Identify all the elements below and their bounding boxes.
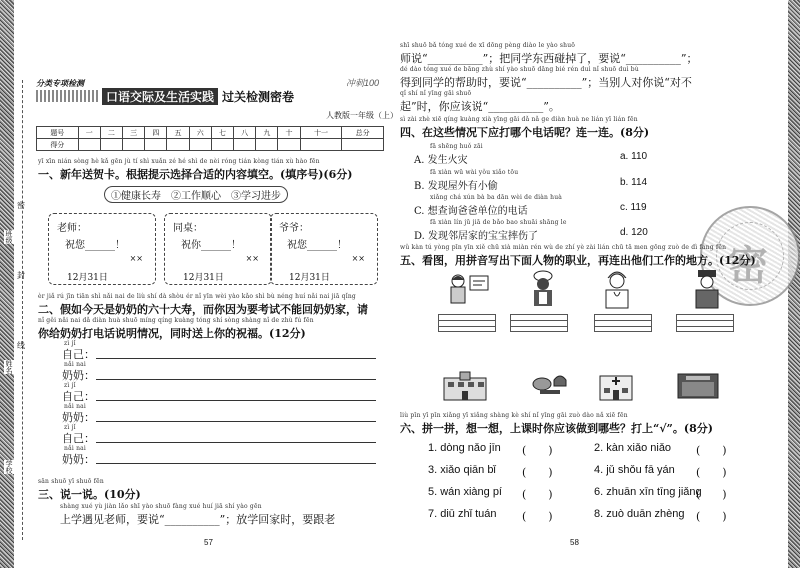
score-header-cell: 十一: [300, 127, 342, 139]
q3-cont-pinyin-1: shī shuō bǎ tóng xué de xī dōng pèng diào le yào shuō: [400, 42, 576, 49]
q6-check-box[interactable]: ( ): [696, 466, 727, 479]
q3-cont-text-2: 得到同学的帮助时，要说“__________”；当别人对你说“对不: [400, 76, 692, 89]
q6-check-box[interactable]: ( ): [696, 444, 727, 457]
binding-label-school: 学校: [5, 460, 13, 474]
score-row-label: 得分: [37, 139, 79, 151]
title-ornament: [36, 90, 98, 102]
career-pinyin-box-3[interactable]: [594, 314, 652, 332]
score-cell[interactable]: [342, 139, 384, 151]
q6-option: 4. jǔ shǒu fā yán: [594, 464, 675, 476]
dialog-answer-line[interactable]: [96, 442, 376, 443]
q6-option: 6. zhuān xīn tīng jiǎng: [594, 486, 702, 498]
q4-heading: 四、在这些情况下应打哪个电话呢？连一连。(8分): [400, 126, 650, 139]
q3-line-pinyin: shàng xué yù jiàn lǎo shī yào shuō fàng xué huí jiā shí yào gēn: [60, 503, 262, 510]
binding-strip-left: [0, 0, 14, 568]
dialog-speaker-grandma: 奶奶：: [62, 411, 95, 424]
card-wish-blank[interactable]: 祝您______！: [65, 240, 125, 251]
score-header-cell: 八: [234, 127, 256, 139]
page-title-rest: 过关检测密卷: [222, 90, 295, 104]
q3-heading: 三、说一说。(10分): [38, 488, 141, 501]
q6-heading: 六、拼一拼，想一想，上课时你应该做到哪些？打上“√”。(8分): [400, 422, 713, 435]
edition-label: 人教版一年级（上）: [326, 111, 398, 120]
chef-icon: [526, 270, 560, 308]
score-cell[interactable]: [78, 139, 100, 151]
dialog-speaker-pinyin: zì jǐ: [64, 382, 76, 389]
q6-option: 5. wán xiàng pí: [428, 486, 502, 498]
card-wish-blank[interactable]: 祝你______！: [181, 240, 241, 251]
q2-heading-2: 你给奶奶打电话说明情况，同时送上你的祝福。(12分): [38, 327, 306, 340]
q4-item-pinyin: fā xiàn wū wài yǒu xiǎo tōu: [430, 169, 519, 176]
dialog-speaker-pinyin: zì jǐ: [64, 424, 76, 431]
dialog-speaker-pinyin: nǎi nai: [64, 445, 87, 452]
q6-check-box[interactable]: ( ): [696, 488, 727, 501]
score-header-cell: 九: [256, 127, 278, 139]
dialog-speaker-pinyin: nǎi nai: [64, 403, 87, 410]
q4-item-pinyin: fā shēng huǒ zāi: [430, 143, 483, 150]
dialog-answer-line[interactable]: [96, 358, 376, 359]
binding-label-class: 班级: [5, 230, 13, 244]
greeting-card-grandpa: [270, 213, 378, 285]
q4-item-situation[interactable]: B. 发现屋外有小偷: [414, 181, 498, 192]
page-number-left: 57: [204, 538, 213, 547]
score-table: [36, 126, 384, 151]
score-cell[interactable]: [123, 139, 145, 151]
brand-logo: 冲刺100: [346, 78, 380, 88]
score-cell[interactable]: [189, 139, 211, 151]
q4-phone-number[interactable]: d. 120: [620, 227, 648, 238]
q3-cont-pinyin-2: dé dào tóng xué de bāng zhù shí yào shuō dāng bié rén duì nǐ shuō duì bù: [400, 66, 639, 73]
career-pinyin-box-4[interactable]: [676, 314, 734, 332]
q2-pinyin-2: nǐ gěi nǎi nai dǎ diàn huà shuō míng qíng kuàng tóng shí sòng shàng nǐ de zhù fú fēn: [38, 317, 314, 324]
score-header-cell: 十: [278, 127, 300, 139]
q6-option: 1. dòng nǎo jīn: [428, 442, 501, 454]
card-recipient: 同桌：: [173, 223, 203, 234]
card-recipient: 老师：: [57, 223, 87, 234]
dialog-speaker-pinyin: zì jǐ: [64, 340, 76, 347]
page-title-boxed: 口语交际及生活实践: [102, 88, 218, 105]
q4-item-pinyin: fā xiàn lín jū jiā de bǎo bao shuāi shāng le: [430, 219, 567, 226]
police-station-icon: [676, 372, 720, 400]
card-signature: ××: [245, 254, 259, 263]
q1-options: ①健康长寿 ②工作顺心 ③学习进步: [104, 186, 288, 203]
score-cell[interactable]: [234, 139, 256, 151]
q6-check-box[interactable]: ( ): [696, 510, 727, 523]
doctor-icon: [600, 268, 634, 310]
q4-pinyin: sì zài zhè xiē qíng kuàng xià yīng gāi dǎ nǎ ge diàn huà ne lián yī lián fēn: [400, 116, 638, 123]
career-pinyin-box-1[interactable]: [438, 314, 496, 332]
binding-label-feng: 封: [17, 271, 25, 280]
q3-cont-pinyin-3: qǐ shí nǐ yīng gāi shuō: [400, 90, 472, 97]
q2-heading-1: 二、假如今天是奶奶的六十大寿，而你因为要考试不能回奶奶家，请: [38, 303, 368, 316]
card-signature: ××: [129, 254, 143, 263]
teacher-icon: [446, 272, 490, 306]
binding-label-xian: 线: [17, 341, 25, 350]
police-icon: [690, 268, 724, 310]
q5-heading: 五、看图，用拼音写出下面人物的职业，再连出他们工作的地方。(12分): [400, 254, 756, 267]
score-cell[interactable]: [278, 139, 300, 151]
q4-phone-number[interactable]: b. 114: [620, 177, 648, 188]
score-cell[interactable]: [211, 139, 233, 151]
dialog-answer-line[interactable]: [96, 463, 376, 464]
page-number-right: 58: [570, 538, 579, 547]
binding-label-mi: 密: [17, 201, 25, 210]
q3-cont-text-1: 师说“__________”；把同学东西碰掉了，要说“__________”；: [400, 52, 698, 65]
dialog-speaker-pinyin: nǎi nai: [64, 361, 87, 368]
binding-dashed-line: [22, 80, 23, 540]
score-header-cell: 七: [211, 127, 233, 139]
greeting-card-deskmate: [164, 213, 272, 285]
q4-phone-number[interactable]: c. 119: [620, 202, 647, 213]
q6-option: 7. diū zhǐ tuán: [428, 508, 497, 520]
score-header-cell: 题号: [37, 127, 79, 139]
school-icon: [440, 370, 490, 402]
card-recipient: 爷爷：: [279, 223, 309, 234]
dialog-speaker-grandma: 奶奶：: [62, 369, 95, 382]
series-tag: 分类专项检测: [36, 79, 84, 88]
score-header-cell: 四: [145, 127, 167, 139]
score-header-cell: 六: [189, 127, 211, 139]
binding-label-name: 姓名: [5, 360, 13, 374]
score-cell[interactable]: [167, 139, 189, 151]
q4-phone-number[interactable]: a. 110: [620, 151, 648, 162]
score-cell[interactable]: [100, 139, 122, 151]
q3-line-text: 上学遇见老师，要说“__________”；放学回家时，要跟老: [60, 513, 336, 526]
dialog-answer-line[interactable]: [96, 421, 376, 422]
q6-option: 2. kàn xiǎo niǎo: [594, 442, 672, 454]
q6-check-box[interactable]: ( ): [522, 466, 553, 479]
greeting-card-teacher: [48, 213, 156, 285]
score-header-cell: 总分: [342, 127, 384, 139]
score-header-cell: 三: [123, 127, 145, 139]
card-signature: ××: [351, 254, 365, 263]
dialog-answer-line[interactable]: [96, 379, 376, 380]
q6-pinyin: liù pīn yī pīn xiǎng yī xiǎng shàng kè shí nǐ yīng gāi zuò dào nǎ xiē fēn: [400, 412, 628, 419]
q4-item-situation[interactable]: D. 发现邻居家的宝宝摔伤了: [414, 231, 539, 242]
q3-pinyin: sān shuō yī shuō fēn: [38, 478, 104, 485]
q1-pinyin: yī xīn nián sòng hè kǎ gēn jù tí shì xuǎn zé hé shì de nèi róng tián kòng tián xù hào fēn: [38, 158, 320, 165]
score-cell[interactable]: [300, 139, 342, 151]
q3-cont-text-3: 起”时，你应该说“__________”。: [400, 100, 560, 113]
dialog-speaker-self: 自己：: [62, 432, 95, 445]
card-date: 12月31日: [183, 273, 224, 283]
q6-option: 3. xiǎo qiān bǐ: [428, 464, 496, 476]
score-header-cell: 一: [78, 127, 100, 139]
dialog-answer-line[interactable]: [96, 400, 376, 401]
dialog-speaker-self: 自己：: [62, 390, 95, 403]
hospital-icon: [596, 370, 636, 402]
score-header-cell: 五: [167, 127, 189, 139]
q4-item-situation[interactable]: A. 发生火灾: [414, 155, 468, 166]
card-date: 12月31日: [67, 273, 108, 283]
q6-check-box[interactable]: ( ): [522, 444, 553, 457]
score-cell[interactable]: [256, 139, 278, 151]
q6-check-box[interactable]: ( ): [522, 488, 553, 501]
q1-heading: 一、新年送贺卡。根据提示选择合适的内容填空。(填序号)(6分): [38, 168, 353, 181]
dialog-speaker-self: 自己：: [62, 348, 95, 361]
stamp-seal: 密: [700, 206, 800, 306]
score-cell[interactable]: [145, 139, 167, 151]
q4-item-situation[interactable]: C. 想查询爸爸单位的电话: [414, 206, 528, 217]
q6-option: 8. zuò duān zhèng: [594, 508, 685, 520]
q4-item-pinyin: xiǎng chá xún bà ba dān wèi de diàn huà: [430, 194, 563, 201]
card-wish-blank[interactable]: 祝您______！: [287, 240, 347, 251]
card-date: 12月31日: [289, 273, 330, 283]
q2-pinyin-1: èr jiǎ rú jīn tiān shì nǎi nai de liù shí dà shòu ér nǐ yīn wèi yào kǎo shì bù néng huí nǎi nai jiā qǐng: [38, 293, 356, 300]
score-header-cell: 二: [100, 127, 122, 139]
dialog-speaker-grandma: 奶奶：: [62, 453, 95, 466]
restaurant-icon: [530, 372, 570, 398]
career-pinyin-box-2[interactable]: [510, 314, 568, 332]
q6-check-box[interactable]: ( ): [522, 510, 553, 523]
q5-pinyin: wǔ kàn tú yòng pīn yīn xiě chū xià miàn rén wù de zhí yè zài lián chū tā men gōng zuò de dì fang fēn: [400, 244, 727, 251]
